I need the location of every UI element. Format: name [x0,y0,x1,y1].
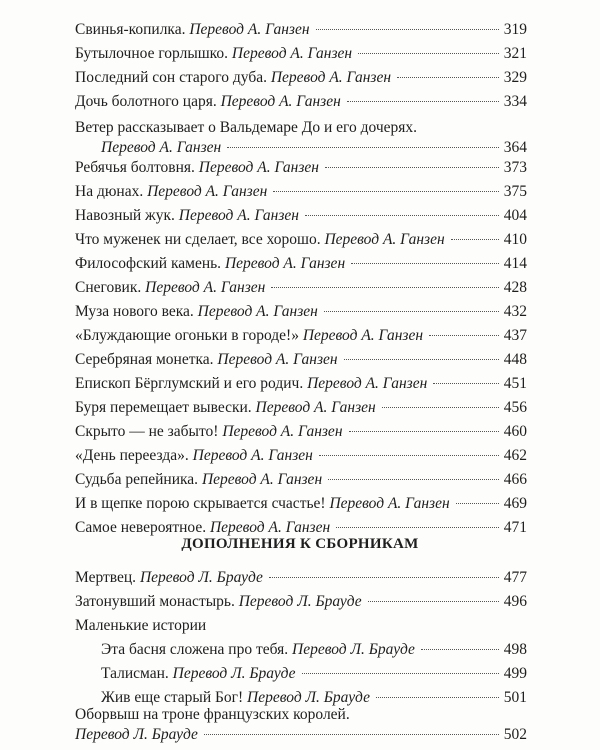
dot-leader [302,673,499,674]
entry-translator: Перевод Л. Брауде [247,689,370,706]
entry-page-number: 404 [503,207,527,224]
entry-translator: Перевод А. Ганзен [220,93,341,110]
entry-page-number: 414 [503,255,527,272]
toc-group-heading [75,616,527,636]
dot-leader [368,601,499,602]
toc-entry[interactable] [75,446,527,466]
entry-page-number: 329 [503,69,527,86]
dot-leader [351,263,499,264]
entry-title: Философский камень. [75,255,222,272]
entry-title: Епископ Бёрглумский и его родич. [75,375,304,392]
entry-page-number: 319 [503,21,527,38]
toc-entry[interactable] [75,118,527,158]
entry-title: На дюнах. [75,183,144,200]
dot-leader [456,503,499,504]
entry-page-number: 428 [503,279,527,296]
entry-page-number: 410 [503,231,527,248]
entry-title: «День переезда». [75,447,189,464]
entry-translator: Перевод А. Ганзен [231,45,353,62]
toc-entry[interactable] [75,592,527,612]
toc-entry[interactable] [75,92,527,112]
toc-entry[interactable] [101,664,527,684]
entry-page-number: 499 [503,665,527,682]
toc-entry[interactable] [75,278,527,298]
entry-page-number: 462 [503,447,527,464]
entry-translator: Перевод А. Ганзен [178,207,299,224]
entry-translator: Перевод А. Ганзен [189,21,310,38]
entry-page-number: 469 [503,495,527,512]
dot-leader [305,215,499,216]
dot-leader [376,697,499,698]
entry-page-number: 432 [503,303,527,320]
entry-page-number: 373 [503,159,527,176]
toc-entry[interactable] [75,158,527,178]
toc-entry[interactable] [75,68,527,88]
entry-page-number: 501 [503,689,527,706]
toc-entry[interactable] [101,640,527,660]
toc-entry[interactable] [75,518,527,538]
entry-title: Ребячья болтовня. [75,159,195,176]
entry-title: Ветер рассказывает о Вальдемаре До и его дочерях. [75,119,418,136]
entry-page-number: 456 [503,399,527,416]
entry-title: Оборвыш на троне французских королей. [75,706,350,723]
toc-entry[interactable] [75,398,527,418]
dot-leader [269,577,499,578]
entry-title: Свинья-копилка. [75,21,186,38]
entry-title: Мертвец. [75,569,137,586]
entry-title: Судьба репейника. [75,471,199,488]
entry-page-number: 460 [503,423,527,440]
dot-leader [273,191,499,192]
toc-entry[interactable] [75,302,527,322]
entry-translator: Перевод Л. Брауде [172,665,296,682]
dot-leader [358,53,499,54]
entry-title: Что муженек ни сделает, все хорошо. [75,231,321,248]
dot-leader [451,239,499,240]
entry-page-number: 448 [503,351,527,368]
toc-entry[interactable] [75,422,527,442]
entry-title: И в щепке порою скрывается счастье! [75,495,326,512]
entry-page-number: 496 [503,593,527,610]
dot-leader [271,287,499,288]
entry-translator: Перевод Л. Брауде [139,569,263,586]
entry-page-number: 451 [503,375,527,392]
entry-title: Навозный жук. [75,207,175,224]
toc-entry[interactable] [75,705,527,745]
entry-translator: Перевод А. Ганзен [201,471,323,488]
toc-entry[interactable] [75,44,527,64]
entry-page-number: 334 [503,93,527,110]
section-heading: ДОПОЛНЕНИЯ К СБОРНИКАМ [181,536,419,552]
entry-title: Затонувший монастырь. [75,593,235,610]
dot-leader [382,407,499,408]
toc-entry[interactable] [75,494,527,514]
entry-page-number: 502 [503,726,527,743]
toc-entry[interactable] [75,230,527,250]
dot-leader [336,527,499,528]
entry-translator: Перевод А. Ганзен [302,327,424,344]
entry-translator: Перевод А. Ганзен [217,351,338,368]
entry-page-number: 364 [503,139,527,156]
entry-translator: Перевод А. Ганзен [197,303,318,320]
entry-page-number: 321 [503,45,527,62]
entry-page-number: 471 [503,519,527,536]
entry-translator: Перевод А. Ганзен [209,519,331,536]
entry-translator: Перевод Л. Брауде [238,593,362,610]
toc-entry[interactable] [75,182,527,202]
entry-title: Эта басня сложена про тебя. [101,641,289,658]
entry-page-number: 437 [503,327,527,344]
dot-leader [328,479,499,480]
entry-translator: Перевод А. Ганзен [255,399,376,416]
dot-leader [429,335,499,336]
group-title: Маленькие истории [75,617,207,634]
dot-leader [227,147,499,148]
entry-title: Последний сон старого дуба. [75,69,267,86]
entry-title: Серебряная монетка. [75,351,214,368]
dot-leader [433,383,499,384]
entry-translator: Перевод А. Ганзен [101,139,222,156]
dot-leader [324,311,499,312]
dot-leader [344,359,499,360]
dot-leader [349,431,499,432]
entry-translator: Перевод А. Ганзен [222,423,343,440]
entry-title: Дочь болотного царя. [75,93,217,110]
entry-page-number: 466 [503,471,527,488]
entry-title: Скрыто — не забыто! [75,423,219,440]
entry-translator: Перевод А. Ганзен [198,159,319,176]
toc-entry[interactable] [75,20,527,40]
entry-translator: Перевод А. Ганзен [224,255,346,272]
entry-page-number: 375 [503,183,527,200]
dot-leader [325,167,499,168]
entry-title: Талисман. [101,665,169,682]
dot-leader [397,77,499,78]
dot-leader [421,649,499,650]
dot-leader [204,734,499,735]
entry-title: Снеговик. [75,279,142,296]
entry-translator: Перевод А. Ганзен [270,69,392,86]
toc-entry[interactable] [75,254,527,274]
entry-title: Бутылочное горлышко. [75,45,229,62]
entry-translator: Перевод А. Ганзен [324,231,445,248]
entry-translator: Перевод Л. Брауде [292,641,415,658]
toc-entry[interactable] [75,374,527,394]
dot-leader [316,29,499,30]
entry-page-number: 498 [503,641,527,658]
entry-translator: Перевод А. Ганзен [192,447,313,464]
toc-entry[interactable] [75,568,527,588]
toc-entry[interactable] [75,206,527,226]
entry-translator: Перевод Л. Брауде [75,726,198,743]
entry-title: Самое невероятное. [75,519,207,536]
toc-entry[interactable] [75,350,527,370]
entry-translator: Перевод А. Ганзен [145,279,266,296]
dot-leader [319,455,499,456]
toc-entry[interactable] [75,326,527,346]
entry-title: Муза нового века. [75,303,194,320]
entry-translator: Перевод А. Ганзен [307,375,428,392]
entry-title: Буря перемещает вывески. [75,399,252,416]
entry-title: «Блуждающие огоньки в городе!» [75,327,299,344]
entry-title: Жив еще старый Бог! [101,689,244,706]
entry-translator: Перевод А. Ганзен [329,495,450,512]
dot-leader [347,101,499,102]
entry-page-number: 477 [503,569,527,586]
toc-entry[interactable] [75,470,527,490]
entry-translator: Перевод А. Ганзен [147,183,268,200]
